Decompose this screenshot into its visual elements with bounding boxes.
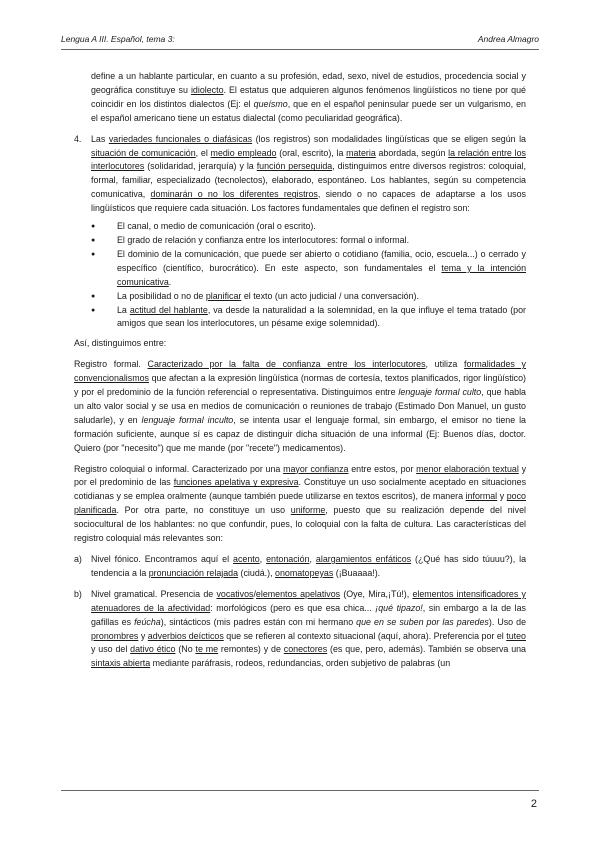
list-item: ● El grado de relación y confianza entre los interlocutores: formal o informal. [117,234,526,248]
page-header [61,34,539,48]
factor-list [74,220,526,331]
item-number: 4. [74,133,82,144]
list-item: ● La actitud del hablante, va desde la naturalidad a la solemnidad, en la que influye el tema tratado (por amigos que sean los interlocutores, un pésame exige solemnidad). [117,304,526,332]
list-item: ● El canal, o medio de comunicación (oral o escrito). [117,220,526,234]
item-number: a) [74,554,82,564]
document-body [74,70,526,671]
asi-line: Así, distinguimos entre: [74,338,167,349]
coloquial-paragraph: Registro coloquial o informal. Caracterizado por una mayor confianza entre estos, por menor elaboración textual y por el predominio de las funciones apelativa y expresiva. Constituye un uso socialmente aceptado en situaciones cotidianas y se emplea oralmente (aunque también puede utilizarse en textos escritos), de manera informal y poco planificada. Por otra parte, no constituye un uso uniforme, puesto que su realización depende del nivel sociocultural de los hablantes: no que confundir, pues, lo coloquial con la falta de cultura. Las características del registro coloquial más relevantes son: [74,463,527,544]
list-item-b [74,588,526,671]
item-text: Nivel gramatical. Presencia de vocativos/elementos apelativos (Oye, Mira,¡Tú!), elementos intensificadores y atenuadores de la afectividad: morfológicos (pero es que esa chica... ¡qué tipazo!, sin embargo a la de las gafillas es feúcha), sintácticos (mis padres están con mi hermano que en se suben por las paredes). Uso de pronombres y adverbios deícticos que se refieren al contexto situacional (aquí, ahora). Preferencia por el tuteo y uso del dativo ético (No te me remontes) y de conectores (es que, pero, además). También se observa una sintaxis abierta mediante paráfrasis, rodeos, redundancias, orden subjetivo de palabras (un [91,588,527,669]
item-text: Las variedades funcionales o diafásicas (los registros) son modalidades lingüísticas que se eligen según la situación de comunicación, el medio empleado (oral, escrito), la materia abordada, según la relación entre los interlocutores (solidaridad, jerarquía) y la función perseguida, distinguimos entre diversos registros: coloquial, formal, familiar, especializado (tecnolectos), elaborado, espontáneo. Los hablantes, según su competencia comunicativa, dominarán o no los diferentes registros, siendo o no capaces de adaptarse a los usos lingüísticos que requiere cada situación. Los factores fundamentales que definen el registro son: [91,133,526,214]
header-divider [61,49,539,50]
list-item-4 [74,133,526,216]
header-left: Lengua A III. Español, tema 3: [61,34,175,44]
footer-divider [61,790,539,791]
list-item-a [74,553,526,581]
item-number: b) [74,588,82,599]
intro-paragraph: define a un hablante particular, en cuanto a su profesión, edad, sexo, nivel de estudios, procedencia social y geográfica constituye su idiolecto. El estatus que adquieren algunos fenómenos lingüísticos no tiene por qué coincidir en los distintos dialectos (Ej: el queísmo, que en el español peninsular puede ser un vulgarismo, en el español americano tiene un estatus dialectal (como peculiaridad geográfica). [91,71,526,123]
list-item: ● La posibilidad o no de planificar el texto (un acto judicial / una conversación). [117,290,526,304]
list-item: ● El dominio de la comunicación, que puede ser abierto o cotidiano (familia, ocio, escuela...) o cerrado y específico (científico, burocrático). En este aspecto, son fundamentales el tema y la intención comunicativa. [117,248,526,290]
item-text: Nivel fónico. Encontramos aquí el acento, entonación, alargamientos enfáticos (¿Qué has sido túuuu?), la tendencia a la pronunciación relajada (ciudá.), onomatopeyas (¡Buaaaa!). [91,554,527,578]
header-right: Andrea Almagro [477,34,539,44]
formal-paragraph: Registro formal. Caracterizado por la falta de confianza entre los interlocutores, utiliza formalidades y convencionalismos que afectan a la expresión lingüística (normas de cortesía, textos planificados, rigor lingüístico) y por el predominio de la función referencial o representativa. Distinguimos entre lenguaje formal culto, que habla un alto valor social y se usa en medios de comunicación o reuniones de trabajo (Estimado Don Manuel, un gusto saludarle), y en lenguaje formal inculto, se intenta usar el lenguaje formal, sin embargo, el emisor no tiene la formación suficiente, aunque sí es capaz de distinguir dicha situación de una informal (Ej: Buenos días, doctor. Quiero (por "necesito") que me mande (por "recete") medicamentos). [74,359,526,453]
page-number: 2 [530,798,537,810]
